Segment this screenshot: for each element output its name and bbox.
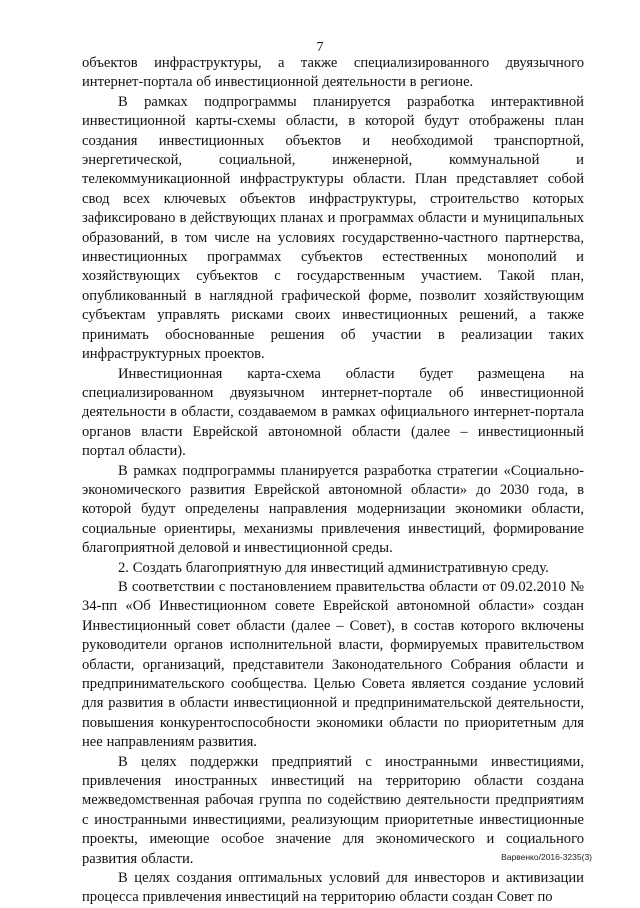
document-footer-code: Варвенко/2016-3235(3) — [501, 852, 592, 862]
paragraph-section-heading: 2. Создать благоприятную для инвестиций административную среду. — [118, 559, 549, 576]
paragraph-investor-council: В целях создания оптимальных условий для инвесторов и активизации процесса привлечения инвестиций на территорию области создан Совет по — [82, 870, 584, 906]
paragraph-working-group: В целях поддержки предприятий с иностранными инвестициями, привлечения иностранных инвестиций на территорию области создана межведомственная рабочая группа по содействию деятельности предприятиям с иностранными инвестициями, реализующим приоритетные инвестиционные проекты, имеющие особое значение для экономического и социального развития области. — [82, 753, 584, 867]
document-body — [82, 54, 584, 908]
paragraph-investment-council: В соответствии с постановлением правительства области от 09.02.2010 № 34-пп «Об Инвестиционном совете Еврейской автономной области» создан Инвестиционный совет области (далее – Совет), в состав которого включены руководители органов исполнительной власти, формируемых правительством области, организаций, представители Законодательного Собрания области и предпринимательского сообщества. Целью Совета является создание условий для развития в области инвестиционной и предпринимательской деятельности, повышения конкурентоспособности экономики области по приоритетным для нее направлениям развития. — [82, 578, 584, 751]
paragraph-map-placement: Инвестиционная карта-схема области будет размещена на специализированном двуязычном интернет-портале об инвестиционной деятельности в области, создаваемом в рамках официального интернет-портала органов власти Еврейской автономной области (далее – инвестиционный портал области). — [82, 365, 584, 460]
paragraph-continuation: объектов инфраструктуры, а также специализированного двуязычного интернет-портала об инвестиционной деятельности в регионе. — [82, 55, 584, 91]
paragraph-interactive-map: В рамках подпрограммы планируется разработка интерактивной инвестиционной карты-схемы области, в которой будут отображены план создания инвестиционных объектов и необходимой транспортной, энергетической, социальной, инженерной, коммунальной и телекоммуникационной инфраструктуры области. План представляет собой свод всех ключевых объектов инфраструктуры, строительство которых зафиксировано в действующих планах и программах области и муниципальных образований, в том числе на условиях государственно-частного партнерства, инвестиционных программах субъектов естественных монополий и хозяйствующих субъектов с государственным участием. Такой план, опубликованный в наглядной графической форме, позволит хозяйствующим субъектам управлять рисками своих инвестиционных решений, а также принимать обоснованные решения об участии в реализации таких инфраструктурных проектов. — [82, 93, 584, 363]
page-number: 7 — [316, 40, 324, 55]
paragraph-strategy: В рамках подпрограммы планируется разработка стратегии «Социально-экономического развития Еврейской автономной области» до 2030 года, в которой будут определены направления модернизации экономики области, социальные ориентиры, механизмы привлечения инвестиций, формирование благоприятной деловой и инвестиционной среды. — [82, 462, 584, 557]
